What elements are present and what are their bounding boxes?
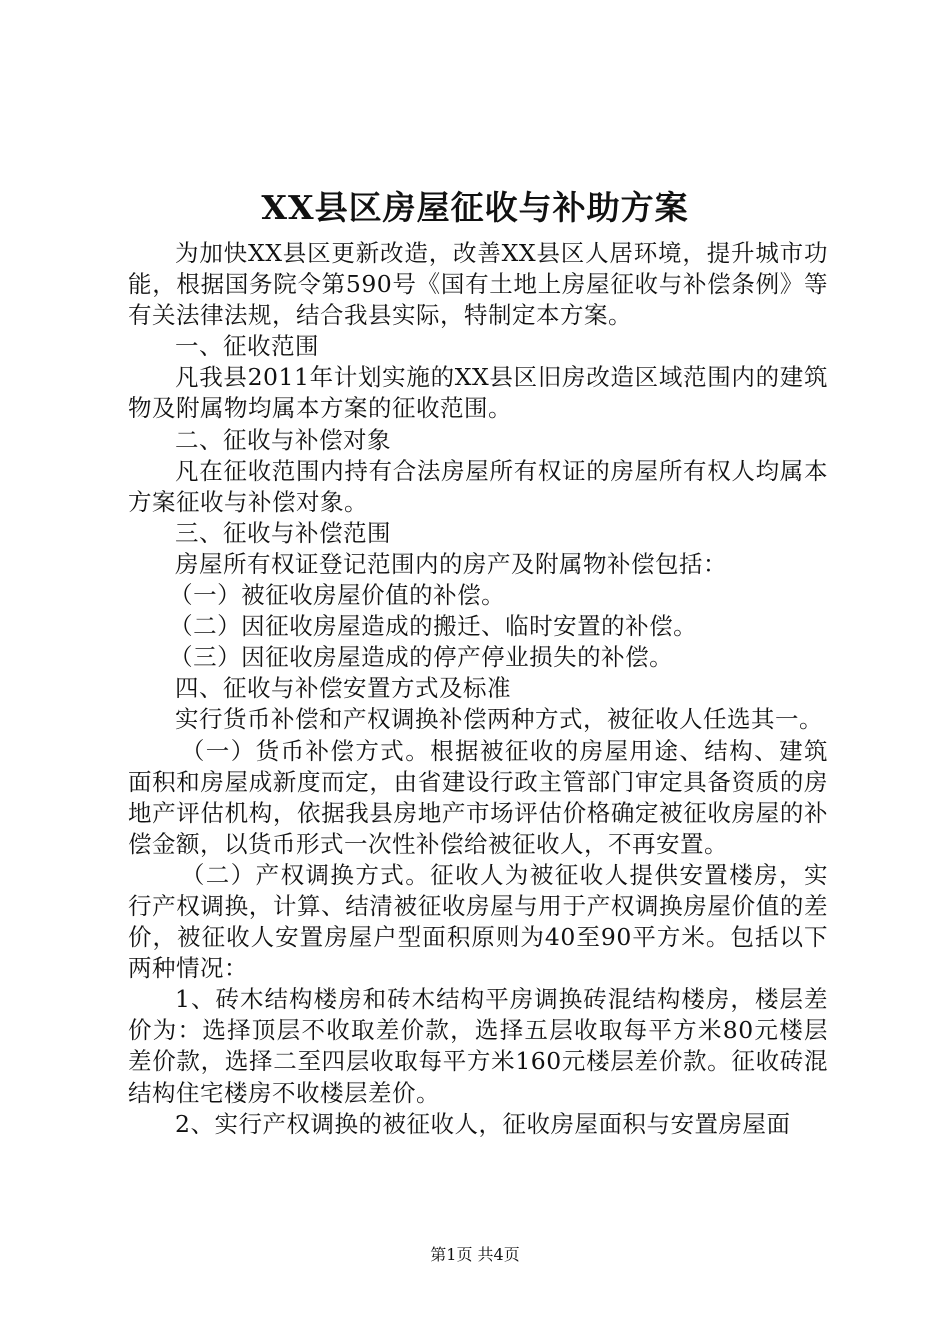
intro-paragraph: 为加快XX县区更新改造，改善XX县区人居环境，提升城市功能，根据国务院令第590号《国有土地上房屋征收与补偿条例》等有关法律法规，结合我县实际，特制定本方案。 <box>128 239 828 330</box>
objects-paragraph: 凡在征收范围内持有合法房屋所有权证的房屋所有权人均属本方案征收与补偿对象。 <box>128 456 828 516</box>
page-footer: 第1页 共4页 <box>430 1245 520 1264</box>
document-body <box>128 238 828 1140</box>
monetary-compensation-paragraph: （一）货币补偿方式。根据被征收的房屋用途、结构、建筑面积和房屋成新度而定，由省建设行政主管部门审定具备资质的房地产评估机构，依据我县房地产市场评估价格确定被征收房屋的补偿金额，以货币形式一次性补偿给被征收人，不再安置。 <box>128 736 828 858</box>
section-heading-compensation-scope: 三、征收与补偿范围 <box>175 518 391 547</box>
methods-paragraph: 实行货币补偿和产权调换补偿两种方式，被征收人任选其一。 <box>175 705 823 734</box>
section-heading-methods: 四、征收与补偿安置方式及标准 <box>175 674 511 703</box>
case-2-paragraph: 2、实行产权调换的被征收人，征收房屋面积与安置房屋面 <box>175 1109 791 1138</box>
section-heading-objects: 二、征收与补偿对象 <box>175 425 391 454</box>
case-1-paragraph: 1、砖木结构楼房和砖木结构平房调换砖混结构楼房，楼层差价为：选择顶层不收取差价款，选择五层收取每平方米80元楼层差价款，选择二至四层收取每平方米160元楼层差价款。征收砖混结构住宅楼房不收楼层差价。 <box>128 985 828 1107</box>
scope-paragraph: 凡我县2011年计划实施的XX县区旧房改造区域范围内的建筑物及附属物均属本方案的征收范围。 <box>128 363 828 423</box>
compensation-scope-paragraph: 房屋所有权证登记范围内的房产及附属物补偿包括： <box>175 549 727 578</box>
document-title: XX县区房屋征收与补助方案 <box>261 188 689 227</box>
section-heading-scope: 一、征收范围 <box>175 332 319 361</box>
property-exchange-paragraph: （二）产权调换方式。征收人为被征收人提供安置楼房，实行产权调换，计算、结清被征收房屋与用于产权调换房屋价值的差价，被征收人安置房屋户型面积原则为40至90平方米。包括以下两种情况： <box>128 860 828 983</box>
list-item-2: （二）因征收房屋造成的搬迁、临时安置的补偿。 <box>169 612 698 641</box>
list-item-3: （三）因征收房屋造成的停产停业损失的补偿。 <box>169 643 674 672</box>
list-item-1: （一）被征收房屋价值的补偿。 <box>169 581 506 610</box>
